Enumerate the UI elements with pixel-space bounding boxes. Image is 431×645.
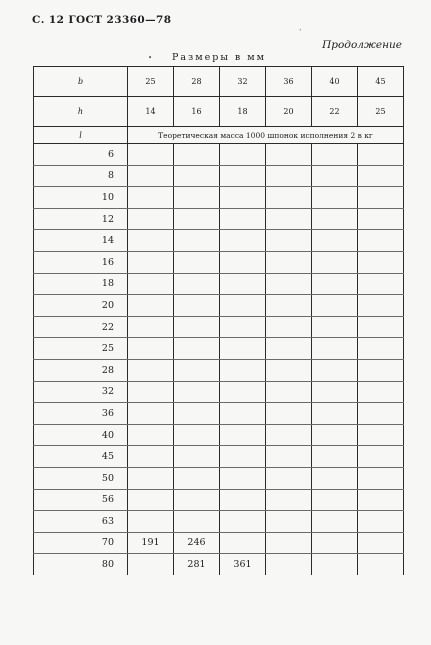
length-cell: 12 xyxy=(34,208,128,230)
mass-cell xyxy=(312,187,358,209)
mass-cell xyxy=(220,251,266,273)
mass-cell xyxy=(174,489,220,511)
mass-cell xyxy=(266,187,312,209)
mass-cell xyxy=(266,424,312,446)
mass-cell xyxy=(174,467,220,489)
table-row xyxy=(34,554,404,575)
length-cell: 6 xyxy=(34,144,128,166)
table-row xyxy=(34,165,404,187)
mass-cell xyxy=(266,489,312,511)
mass-cell xyxy=(128,467,174,489)
mass-cell xyxy=(312,316,358,338)
mass-cell xyxy=(312,295,358,317)
mass-cell xyxy=(128,165,174,187)
l-label: l xyxy=(34,127,128,144)
mass-cell xyxy=(174,187,220,209)
mass-cell xyxy=(128,489,174,511)
table-row xyxy=(34,144,404,166)
h-value: 18 xyxy=(220,97,266,127)
mass-cell xyxy=(266,208,312,230)
mass-cell xyxy=(220,359,266,381)
mass-cell xyxy=(312,359,358,381)
mass-cell xyxy=(358,338,404,360)
mass-cell xyxy=(266,144,312,166)
mass-cell xyxy=(174,446,220,468)
table-row xyxy=(34,316,404,338)
mass-cell xyxy=(312,467,358,489)
mass-cell xyxy=(312,403,358,425)
mass-cell xyxy=(128,144,174,166)
mass-cell xyxy=(220,403,266,425)
table-row xyxy=(34,338,404,360)
mass-cell xyxy=(174,424,220,446)
mass-cell xyxy=(174,251,220,273)
table-row xyxy=(34,273,404,295)
mass-cell xyxy=(128,187,174,209)
mass-cell xyxy=(266,165,312,187)
mass-cell xyxy=(174,403,220,425)
length-cell: 56 xyxy=(34,489,128,511)
mass-cell xyxy=(220,467,266,489)
mass-cell: 191 xyxy=(128,532,174,554)
mass-cell xyxy=(128,403,174,425)
mass-cell xyxy=(220,446,266,468)
mass-cell xyxy=(358,251,404,273)
page-header: С. 12 ГОСТ 23360—78 xyxy=(32,14,172,26)
mass-cell xyxy=(358,403,404,425)
mass-cell xyxy=(266,467,312,489)
b-value: 36 xyxy=(266,67,312,97)
mass-cell xyxy=(266,273,312,295)
mass-cell xyxy=(128,316,174,338)
b-value: 32 xyxy=(220,67,266,97)
mass-cell xyxy=(312,230,358,252)
mass-cell xyxy=(312,489,358,511)
mass-cell xyxy=(128,554,174,575)
mass-cell xyxy=(312,338,358,360)
mass-cell xyxy=(266,381,312,403)
mass-cell xyxy=(266,446,312,468)
h-value: 20 xyxy=(266,97,312,127)
mass-cell xyxy=(266,338,312,360)
mass-cell xyxy=(220,165,266,187)
length-cell: 45 xyxy=(34,446,128,468)
mass-cell: 246 xyxy=(174,532,220,554)
length-cell: 10 xyxy=(34,187,128,209)
length-cell: 80 xyxy=(34,554,128,575)
scan-speck: • xyxy=(148,54,153,62)
mass-cell xyxy=(358,511,404,533)
mass-cell xyxy=(174,511,220,533)
mass-cell xyxy=(358,424,404,446)
b-value: 25 xyxy=(128,67,174,97)
length-cell: 28 xyxy=(34,359,128,381)
mass-cell xyxy=(358,208,404,230)
mass-cell xyxy=(174,144,220,166)
table-row xyxy=(34,381,404,403)
mass-cell xyxy=(220,144,266,166)
mass-cell xyxy=(312,511,358,533)
mass-cell xyxy=(358,554,404,575)
mass-cell xyxy=(220,424,266,446)
length-cell: 18 xyxy=(34,273,128,295)
mass-cell xyxy=(358,489,404,511)
mass-cell xyxy=(128,359,174,381)
scan-speck: ʻ xyxy=(299,28,302,36)
mass-cell xyxy=(220,273,266,295)
length-cell: 22 xyxy=(34,316,128,338)
dimensions-caption: Размеры в мм xyxy=(172,52,267,63)
mass-cell xyxy=(128,424,174,446)
mass-cell xyxy=(128,295,174,317)
mass-caption: Теоретическая масса 1000 шпонок исполнения 2 в кг xyxy=(128,127,404,144)
mass-cell xyxy=(358,381,404,403)
mass-cell xyxy=(312,554,358,575)
mass-cell xyxy=(358,187,404,209)
mass-cell xyxy=(312,144,358,166)
mass-cell xyxy=(312,381,358,403)
table-row xyxy=(34,532,404,554)
length-cell: 16 xyxy=(34,251,128,273)
table-row xyxy=(34,403,404,425)
mass-caption-row xyxy=(34,127,404,144)
b-value: 28 xyxy=(174,67,220,97)
mass-cell xyxy=(220,338,266,360)
mass-cell xyxy=(174,273,220,295)
mass-cell xyxy=(174,208,220,230)
table-row xyxy=(34,295,404,317)
mass-cell xyxy=(174,338,220,360)
b-value: 40 xyxy=(312,67,358,97)
mass-cell xyxy=(358,467,404,489)
mass-cell xyxy=(358,165,404,187)
table-row xyxy=(34,230,404,252)
mass-cell xyxy=(128,511,174,533)
mass-cell xyxy=(220,187,266,209)
mass-cell xyxy=(358,446,404,468)
mass-cell xyxy=(128,273,174,295)
length-cell: 50 xyxy=(34,467,128,489)
mass-cell: 281 xyxy=(174,554,220,575)
mass-cell xyxy=(128,381,174,403)
continuation-label: Продолжение xyxy=(322,39,402,51)
mass-cell xyxy=(312,273,358,295)
length-cell: 8 xyxy=(34,165,128,187)
b-label: b xyxy=(34,67,128,97)
mass-cell xyxy=(312,208,358,230)
mass-cell xyxy=(358,359,404,381)
mass-cell xyxy=(220,230,266,252)
mass-cell xyxy=(220,489,266,511)
mass-cell xyxy=(220,316,266,338)
mass-cell xyxy=(358,144,404,166)
mass-cell xyxy=(266,251,312,273)
h-value: 16 xyxy=(174,97,220,127)
mass-cell xyxy=(312,165,358,187)
table-row xyxy=(34,208,404,230)
mass-cell xyxy=(128,446,174,468)
length-cell: 32 xyxy=(34,381,128,403)
mass-cell: 361 xyxy=(220,554,266,575)
mass-cell xyxy=(220,295,266,317)
mass-cell xyxy=(128,230,174,252)
h-value: 22 xyxy=(312,97,358,127)
length-cell: 20 xyxy=(34,295,128,317)
mass-cell xyxy=(174,359,220,381)
mass-cell xyxy=(174,295,220,317)
table-row xyxy=(34,251,404,273)
mass-cell xyxy=(312,424,358,446)
mass-cell xyxy=(312,446,358,468)
table-row xyxy=(34,187,404,209)
mass-cell xyxy=(220,532,266,554)
mass-cell xyxy=(266,532,312,554)
length-cell: 63 xyxy=(34,511,128,533)
mass-cell xyxy=(220,381,266,403)
h-label: h xyxy=(34,97,128,127)
table-row xyxy=(34,467,404,489)
table-row xyxy=(34,424,404,446)
b-row xyxy=(34,67,404,97)
mass-cell xyxy=(128,208,174,230)
mass-cell xyxy=(128,251,174,273)
mass-cell xyxy=(266,359,312,381)
b-value: 45 xyxy=(358,67,404,97)
length-cell: 14 xyxy=(34,230,128,252)
mass-cell xyxy=(358,273,404,295)
mass-cell xyxy=(174,165,220,187)
table-row xyxy=(34,359,404,381)
table-row xyxy=(34,446,404,468)
mass-cell xyxy=(220,511,266,533)
mass-cell xyxy=(266,403,312,425)
mass-cell xyxy=(174,230,220,252)
mass-cell xyxy=(174,381,220,403)
mass-cell xyxy=(266,554,312,575)
length-cell: 70 xyxy=(34,532,128,554)
mass-cell xyxy=(358,295,404,317)
mass-cell xyxy=(312,532,358,554)
mass-cell xyxy=(174,316,220,338)
key-mass-table xyxy=(33,66,404,575)
mass-cell xyxy=(266,295,312,317)
h-value: 14 xyxy=(128,97,174,127)
length-cell: 36 xyxy=(34,403,128,425)
mass-cell xyxy=(358,230,404,252)
mass-cell xyxy=(128,338,174,360)
mass-cell xyxy=(220,208,266,230)
mass-cell xyxy=(312,251,358,273)
mass-cell xyxy=(358,316,404,338)
h-value: 25 xyxy=(358,97,404,127)
table-row xyxy=(34,489,404,511)
length-cell: 40 xyxy=(34,424,128,446)
mass-cell xyxy=(266,230,312,252)
mass-cell xyxy=(266,511,312,533)
mass-cell xyxy=(266,316,312,338)
mass-cell xyxy=(358,532,404,554)
h-row xyxy=(34,97,404,127)
table-row xyxy=(34,511,404,533)
length-cell: 25 xyxy=(34,338,128,360)
